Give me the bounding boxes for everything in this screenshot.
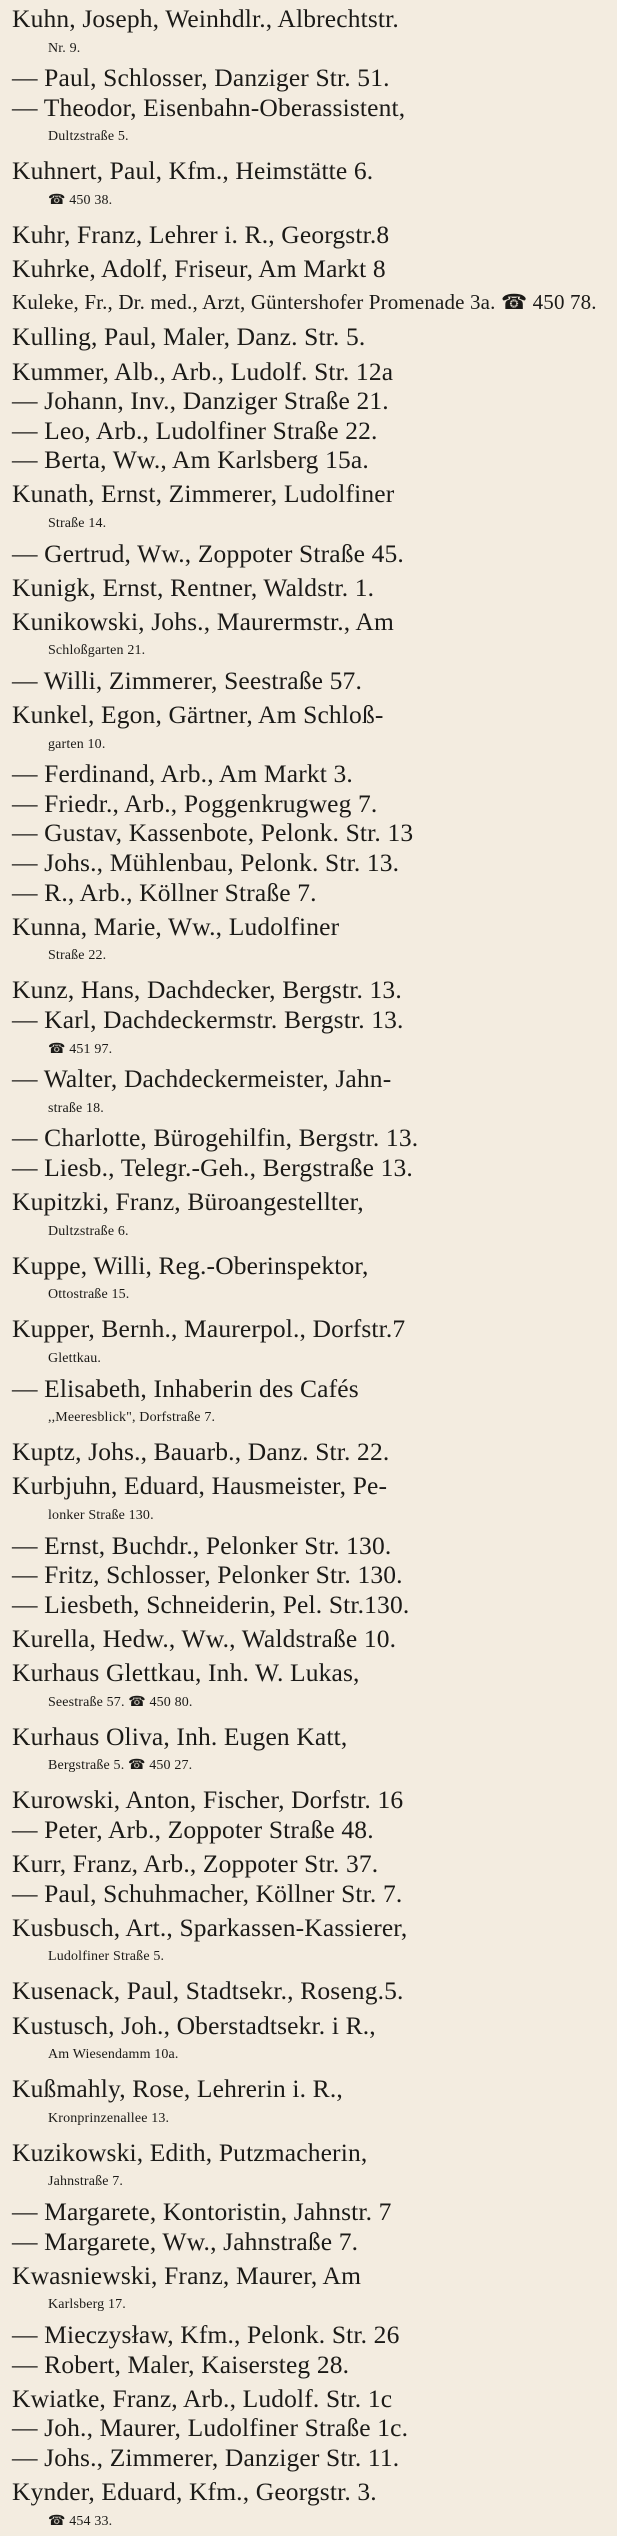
entry-line: — Willi, Zimmerer, Seestraße 57. — [12, 666, 607, 696]
directory-subentry — [12, 2413, 607, 2443]
directory-subentry — [12, 1531, 607, 1561]
entry-line: — Joh., Maurer, Ludolfiner Straße 1c. — [12, 2413, 607, 2443]
entry-line: Kulling, Paul, Maler, Danz. Str. 5. — [12, 322, 607, 352]
entry-line: — Berta, Ww., Am Karlsberg 15a. — [12, 445, 607, 475]
directory-entry — [12, 2261, 607, 2320]
entry-line: Glettkau. — [12, 1344, 607, 1374]
directory-entry — [12, 1849, 607, 1879]
directory-subentry — [12, 1590, 607, 1620]
entry-line: Kußmahly, Rose, Lehrerin i. R., — [12, 2074, 607, 2104]
directory-entry — [12, 1785, 607, 1815]
directory-subentry — [12, 1815, 607, 1845]
directory-subentry — [12, 1879, 607, 1909]
entry-line: — Leo, Arb., Ludolfiner Straße 22. — [12, 416, 607, 446]
directory-subentry — [12, 1064, 607, 1123]
entry-line: ☎ 450 38. — [12, 186, 607, 216]
entry-line: ☎ 454 33. — [12, 2507, 607, 2536]
directory-entry — [12, 4, 607, 63]
entry-line: Kuhrke, Adolf, Friseur, Am Markt 8 — [12, 254, 607, 284]
directory-subentry — [12, 386, 607, 416]
entry-line: Kurowski, Anton, Fischer, Dorfstr. 16 — [12, 1785, 607, 1815]
entry-line: ,,Meeresblick", Dorfstraße 7. — [12, 1403, 607, 1433]
entry-line: Kusbusch, Art., Sparkassen-Kassierer, — [12, 1913, 607, 1943]
directory-entry — [12, 357, 607, 387]
entry-line: — Charlotte, Bürogehilfin, Bergstr. 13. — [12, 1123, 607, 1153]
entry-line: Kunigk, Ernst, Rentner, Waldstr. 1. — [12, 573, 607, 603]
directory-subentry — [12, 1374, 607, 1433]
directory-entry — [12, 288, 607, 318]
entry-line: — Theodor, Eisenbahn-Oberassistent, — [12, 93, 607, 123]
entry-line: Kurr, Franz, Arb., Zoppoter Str. 37. — [12, 1849, 607, 1879]
entry-line: Bergstraße 5. ☎ 450 27. — [12, 1751, 607, 1781]
directory-subentry — [12, 789, 607, 819]
entry-line: — Paul, Schlosser, Danziger Str. 51. — [12, 63, 607, 93]
entry-line: Dultzstraße 5. — [12, 122, 607, 152]
entry-line: Kuzikowski, Edith, Putzmacherin, — [12, 2138, 607, 2168]
entry-line: Kynder, Eduard, Kfm., Georgstr. 3. — [12, 2477, 607, 2507]
entry-line: Nr. 9. — [12, 34, 607, 64]
entry-line: Seestraße 57. ☎ 450 80. — [12, 1688, 607, 1718]
directory-entry — [12, 1187, 607, 1246]
directory-entry — [12, 1471, 607, 1530]
entry-line: Jahnstraße 7. — [12, 2167, 607, 2197]
entry-line: Kummer, Alb., Arb., Ludolf. Str. 12a — [12, 357, 607, 387]
directory-subentry — [12, 2443, 607, 2473]
entry-line: Kunz, Hans, Dachdecker, Bergstr. 13. — [12, 975, 607, 1005]
entry-line: Kunkel, Egon, Gärtner, Am Schloß- — [12, 700, 607, 730]
entry-line: straße 18. — [12, 1094, 607, 1124]
entry-line: Kuhnert, Paul, Kfm., Heimstätte 6. — [12, 156, 607, 186]
entry-line: Ludolfiner Straße 5. — [12, 1942, 607, 1972]
directory-subentry — [12, 1560, 607, 1590]
entry-line: Kuhn, Joseph, Weinhdlr., Albrechtstr. — [12, 4, 607, 34]
entry-line: — Friedr., Arb., Poggenkrugweg 7. — [12, 789, 607, 819]
directory-entry — [12, 322, 607, 352]
directory-subentry — [12, 2227, 607, 2257]
entry-line: Kupitzki, Franz, Büroangestellter, — [12, 1187, 607, 1217]
entry-line: Kuptz, Johs., Bauarb., Danz. Str. 22. — [12, 1437, 607, 1467]
directory-subentry — [12, 445, 607, 475]
entry-line: — Paul, Schuhmacher, Köllner Str. 7. — [12, 1879, 607, 1909]
entry-line: — Ferdinand, Arb., Am Markt 3. — [12, 759, 607, 789]
directory-entry — [12, 975, 607, 1005]
directory-entry — [12, 220, 607, 250]
directory-entry — [12, 1976, 607, 2006]
entry-line: Am Wiesendamm 10a. — [12, 2040, 607, 2070]
directory-entry — [12, 1722, 607, 1781]
entry-line: Kurbjuhn, Eduard, Hausmeister, Pe- — [12, 1471, 607, 1501]
directory-entry — [12, 1913, 607, 1972]
directory-entry — [12, 912, 607, 971]
entry-line: — Liesb., Telegr.-Geh., Bergstraße 13. — [12, 1153, 607, 1183]
directory-subentry — [12, 818, 607, 848]
entry-line: Kunikowski, Johs., Maurermstr., Am — [12, 607, 607, 637]
entry-line: — Walter, Dachdeckermeister, Jahn- — [12, 1064, 607, 1094]
directory-subentry — [12, 2320, 607, 2350]
directory-entry — [12, 2384, 607, 2414]
entry-line: ☎ 451 97. — [12, 1035, 607, 1065]
entry-line: — Fritz, Schlosser, Pelonker Str. 130. — [12, 1560, 607, 1590]
directory-entry — [12, 607, 607, 666]
directory-entry — [12, 1437, 607, 1467]
entry-line: Kurhaus Oliva, Inh. Eugen Katt, — [12, 1722, 607, 1752]
entry-line: Kusenack, Paul, Stadtsekr., Roseng.5. — [12, 1976, 607, 2006]
directory-entry — [12, 1624, 607, 1654]
entry-line: — Margarete, Ww., Jahnstraße 7. — [12, 2227, 607, 2257]
directory-subentry — [12, 2350, 607, 2380]
directory-subentry — [12, 416, 607, 446]
directory-entry — [12, 1314, 607, 1373]
directory-subentry — [12, 1123, 607, 1153]
entry-line: — R., Arb., Köllner Straße 7. — [12, 878, 607, 908]
directory-entry — [12, 700, 607, 759]
directory-entry — [12, 156, 607, 215]
directory-subentry — [12, 1005, 607, 1064]
directory-entry — [12, 1251, 607, 1310]
entry-line: Dultzstraße 6. — [12, 1217, 607, 1247]
entry-line: Kunath, Ernst, Zimmerer, Ludolfiner — [12, 479, 607, 509]
entry-line: Kuleke, Fr., Dr. med., Arzt, Güntershofer Promenade 3a. ☎ 450 78. — [12, 288, 607, 318]
directory-subentry — [12, 93, 607, 152]
entry-line: Ottostraße 15. — [12, 1280, 607, 1310]
entry-line: Kupper, Bernh., Maurerpol., Dorfstr.7 — [12, 1314, 607, 1344]
entry-line: — Peter, Arb., Zoppoter Straße 48. — [12, 1815, 607, 1845]
entry-line: — Karl, Dachdeckermstr. Bergstr. 13. — [12, 1005, 607, 1035]
entry-line: — Mieczysław, Kfm., Pelonk. Str. 26 — [12, 2320, 607, 2350]
directory-entry — [12, 1658, 607, 1717]
directory-entry — [12, 2074, 607, 2133]
directory-entry — [12, 479, 607, 538]
directory-subentry — [12, 759, 607, 789]
directory-subentry — [12, 848, 607, 878]
directory-entry — [12, 254, 607, 284]
entry-line: Kuppe, Willi, Reg.-Oberinspektor, — [12, 1251, 607, 1281]
directory-subentry — [12, 878, 607, 908]
entry-line: Kurella, Hedw., Ww., Waldstraße 10. — [12, 1624, 607, 1654]
directory-entry — [12, 573, 607, 603]
entry-line: — Elisabeth, Inhaberin des Cafés — [12, 1374, 607, 1404]
entry-line: Straße 22. — [12, 941, 607, 971]
directory-subentry — [12, 1153, 607, 1183]
directory-entry — [12, 2011, 607, 2070]
entry-line: — Johs., Zimmerer, Danziger Str. 11. — [12, 2443, 607, 2473]
entry-line: Karlsberg 17. — [12, 2290, 607, 2320]
entry-line: — Johann, Inv., Danziger Straße 21. — [12, 386, 607, 416]
entry-line: Kunna, Marie, Ww., Ludolfiner — [12, 912, 607, 942]
entry-line: Kurhaus Glettkau, Inh. W. Lukas, — [12, 1658, 607, 1688]
entry-line: garten 10. — [12, 730, 607, 760]
entry-line: lonker Straße 130. — [12, 1501, 607, 1531]
entry-line: — Gustav, Kassenbote, Pelonk. Str. 13 — [12, 818, 607, 848]
directory-subentry — [12, 2197, 607, 2227]
entry-line: — Robert, Maler, Kaisersteg 28. — [12, 2350, 607, 2380]
entry-line: Schloßgarten 21. — [12, 636, 607, 666]
entry-line: — Liesbeth, Schneiderin, Pel. Str.130. — [12, 1590, 607, 1620]
entry-line: Kwasniewski, Franz, Maurer, Am — [12, 2261, 607, 2291]
entry-line: Kuhr, Franz, Lehrer i. R., Georgstr.8 — [12, 220, 607, 250]
entry-line: — Johs., Mühlenbau, Pelonk. Str. 13. — [12, 848, 607, 878]
entry-line: — Margarete, Kontoristin, Jahnstr. 7 — [12, 2197, 607, 2227]
entry-line: Kronprinzenallee 13. — [12, 2104, 607, 2134]
entry-line: Straße 14. — [12, 509, 607, 539]
entry-line: Kustusch, Joh., Oberstadtsekr. i R., — [12, 2011, 607, 2041]
directory-entry — [12, 2138, 607, 2197]
directory-subentry — [12, 539, 607, 569]
directory-subentry — [12, 666, 607, 696]
entry-line: Kwiatke, Franz, Arb., Ludolf. Str. 1c — [12, 2384, 607, 2414]
entry-line: — Gertrud, Ww., Zoppoter Straße 45. — [12, 539, 607, 569]
entry-line: — Ernst, Buchdr., Pelonker Str. 130. — [12, 1531, 607, 1561]
directory-subentry — [12, 63, 607, 93]
directory-entry — [12, 2477, 607, 2536]
